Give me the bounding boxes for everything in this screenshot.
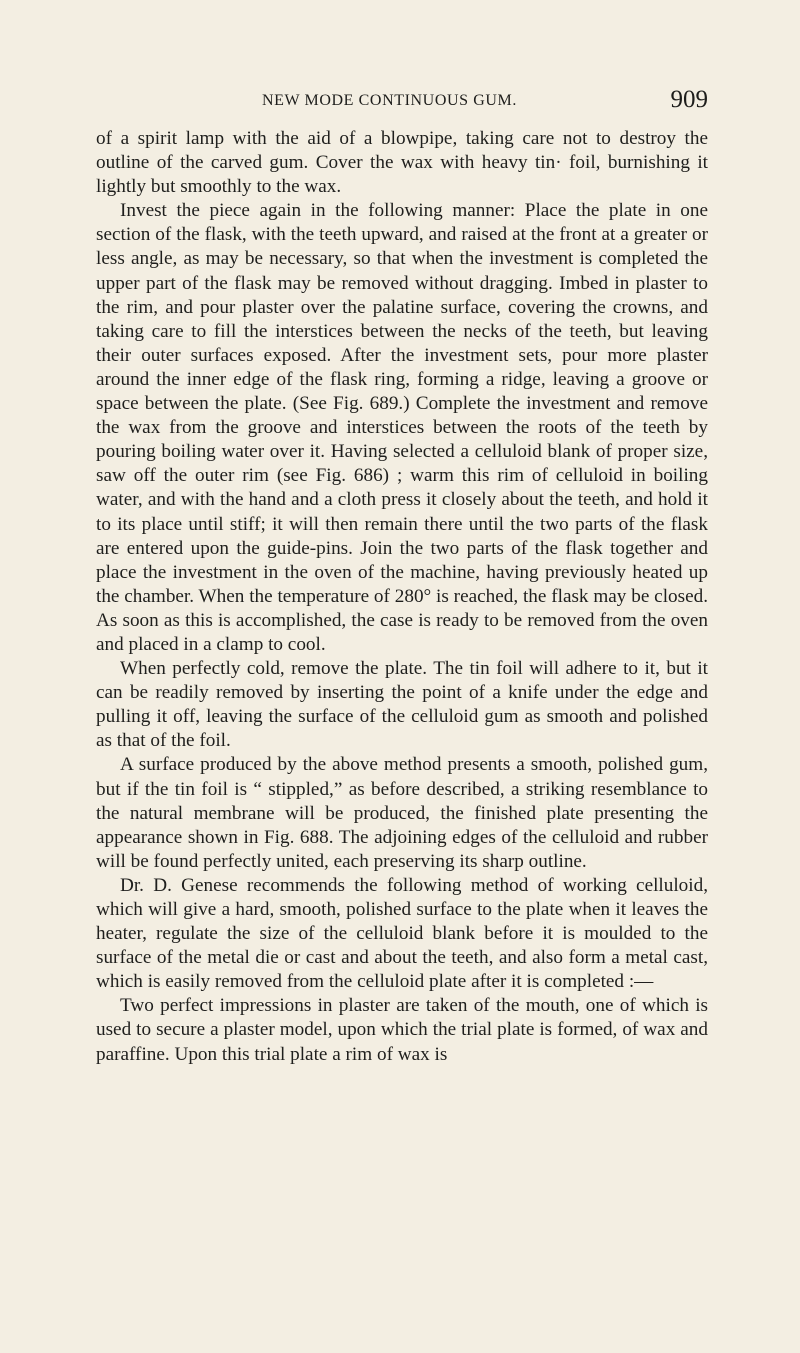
page-header <box>96 86 708 120</box>
body-text <box>96 127 708 1067</box>
paragraph-continuation: of a spirit lamp with the aid of a blowpipe, taking care not to destroy the outline of the carved gum. Cover the wax with heavy tin· foil, burnishing it lightly but smoothly to the wax. <box>96 128 708 198</box>
paragraph-genese: Dr. D. Genese recommends the following method of working celluloid, which will give a hard, smooth, polished surface to the plate when it leaves the heater, regulate the size of the celluloid blank before it is moulded to the surface of the metal die or cast and about the teeth, and also form a metal cast, which is easily removed from the celluloid plate after it is completed :— <box>96 874 708 993</box>
paragraph-impressions: Two perfect impressions in plaster are taken of the mouth, one of which is used to secure a plaster model, upon which the trial plate is formed, of wax and paraffine. Upon this trial plate a rim of wax is <box>96 995 708 1065</box>
paragraph-investment: Invest the piece again in the following manner: Place the plate in one section of the flask, with the teeth upward, and raised at the front at a greater or less angle, as may be necessary, so that when the investment is completed the upper part of the flask may be removed without dragging. Imbed in plaster to the rim, and pour plaster over the palatine surface, covering the crowns, and taking care to fill the interstices between the necks of the teeth, but leaving their outer surfaces exposed. After the investment sets, pour more plaster around the inner edge of the flask ring, forming a ridge, leaving a groove or space between the plate. (See Fig. 689.) Complete the investment and remove the wax from the groove and interstices between the roots of the teeth by pouring boiling water over it. Having selected a celluloid blank of proper size, saw off the outer rim (see Fig. 686) ; warm this rim of celluloid in boiling water, and with the hand and a cloth press it closely about the teeth, and hold it to its place until stiff; it will then remain there until the two parts of the flask are entered upon the guide-pins. Join the two parts of the flask together and place the investment in the oven of the machine, having previously heated up the chamber. When the temperature of 280° is reached, the flask may be closed. As soon as this is accomplished, the case is ready to be removed from the oven and placed in a clamp to cool. <box>96 200 708 655</box>
page-number: 909 <box>670 86 708 113</box>
paragraph-remove-plate: When perfectly cold, remove the plate. The tin foil will adhere to it, but it can be readily removed by inserting the point of a knife under the edge and pulling it off, leaving the surface of the celluloid gum as smooth and polished as that of the foil. <box>96 658 708 752</box>
paragraph-surface: A surface produced by the above method presents a smooth, polished gum, but if the tin foil is “ stippled,” as before described, a striking resemblance to the natural membrane will be produced, the finished plate presenting the appearance shown in Fig. 688. The adjoining edges of the celluloid and rubber will be found perfectly united, each preserving its sharp outline. <box>96 754 708 872</box>
running-head: NEW MODE CONTINUOUS GUM. <box>262 92 517 109</box>
